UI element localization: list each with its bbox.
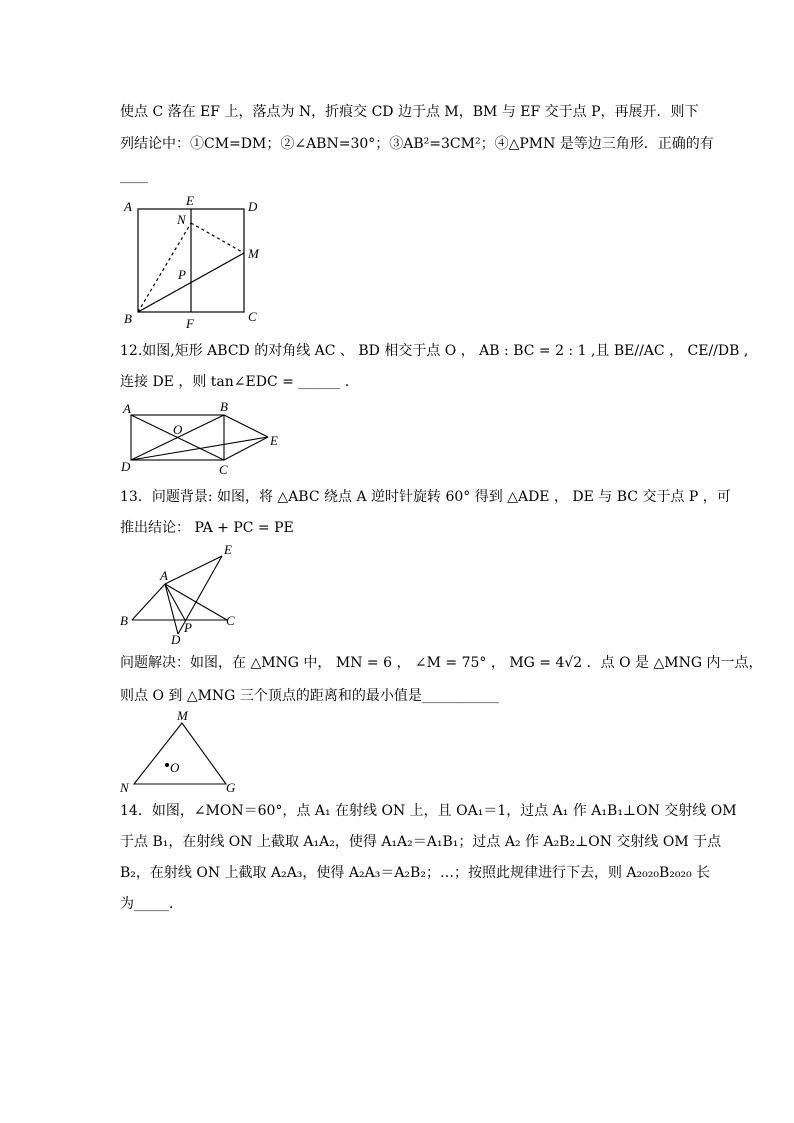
q13-label-N: N [120,780,129,795]
q12-label-A: A [123,401,131,416]
q13-segment-AE [165,556,222,584]
q13-label-M: M [177,708,188,723]
q13-triangle-MNG [134,723,226,784]
q11-figure [118,192,278,332]
q11-label-N: N [177,212,186,227]
q13-figure-2 [118,706,248,798]
q11-label-C: C [248,309,257,324]
q12-segment-DE [131,437,268,460]
q13-line-1: 13．问题背景: 如图，将 △ABC 绕点 A 逆时针旋转 60° 得到 △ADE ， DE 与 BC 交于点 P ，可 [120,489,731,505]
q14-line-1: 14．如图，∠MON＝60°，点 A₁ 在射线 ON 上，且 OA₁＝1，过点 A₁ 作 A₁B₁⊥ON 交射线 OM [120,803,737,819]
q13-label-E: E [224,542,232,557]
q12-label-E: E [270,433,278,448]
q11-label-P: P [178,267,186,282]
q11-segment-NM [191,223,244,253]
q13-label-D: D [171,632,181,647]
q11-line-2: 列结论中：①CM=DM；②∠ABN=30°；③AB²=3CM²；④△PMN 是等边三角形．正确的有 [120,136,714,152]
q11-label-B: B [124,311,132,326]
q13-line-2: 推出结论： PA + PC = PE [120,520,294,536]
q12-figure [118,398,288,478]
q12-label-C: C [219,462,228,477]
q12-label-D: D [121,459,131,474]
q13-label-O: O [170,760,180,775]
q13-label-P: P [184,620,192,635]
q11-label-E: E [186,193,194,208]
q13-label-G: G [226,780,236,795]
q11-label-D: D [248,199,258,214]
q13-label-B: B [120,613,128,628]
q13-figure-1 [118,540,248,648]
q13-segment-AD [165,584,178,634]
q14-line-3: B₂，在射线 ON 上截取 A₂A₃，使得 A₂A₃＝A₂B₂；…；按照此规律进行下去，则 A₂₀₂₀B₂₀₂₀ 长 [120,865,711,881]
q11-label-M: M [248,246,259,261]
q12-segment-BE [224,415,268,437]
q11-label-A: A [124,199,132,214]
q13-line-3: 问题解决：如图，在 △MNG 中， MN = 6 ， ∠M = 75° ， MG = 4√2 ．点 O 是 △MNG 内一点， [120,655,763,671]
q13-segment-AB [132,584,165,620]
q13-line-4: 则点 O 到 △MNG 三个顶点的距离和的最小值是___________ [120,688,499,704]
q12-label-B: B [220,399,228,414]
q14-line-2: 于点 B₁，在射线 ON 上截取 A₁A₂，使得 A₁A₂＝A₁B₁；过点 A₂ 作 A₂B₂⊥ON 交射线 OM 于点 [120,834,722,850]
q11-line-1: 使点 C 落在 EF 上，落点为 N，折痕交 CD 边于点 M，BM 与 EF 交于点 P，再展开．则下 [120,104,699,120]
q14-line-4: 为_____． [120,896,183,912]
q13-point-O [165,763,169,767]
q11-label-F: F [186,316,194,331]
q13-label-C: C [226,613,235,628]
q11-answer-blank: ____ [120,168,148,184]
q12-line-2: 连接 DE ，则 tan∠EDC = ______ . [120,374,350,390]
q12-label-O: O [173,422,183,437]
q12-line-1: 12.如图,矩形 ABCD 的对角线 AC 、 BD 相交于点 O ， AB : BC = 2 : 1 ,且 BE//AC ， CE//DB , [120,343,749,359]
q13-label-A: A [160,568,168,583]
